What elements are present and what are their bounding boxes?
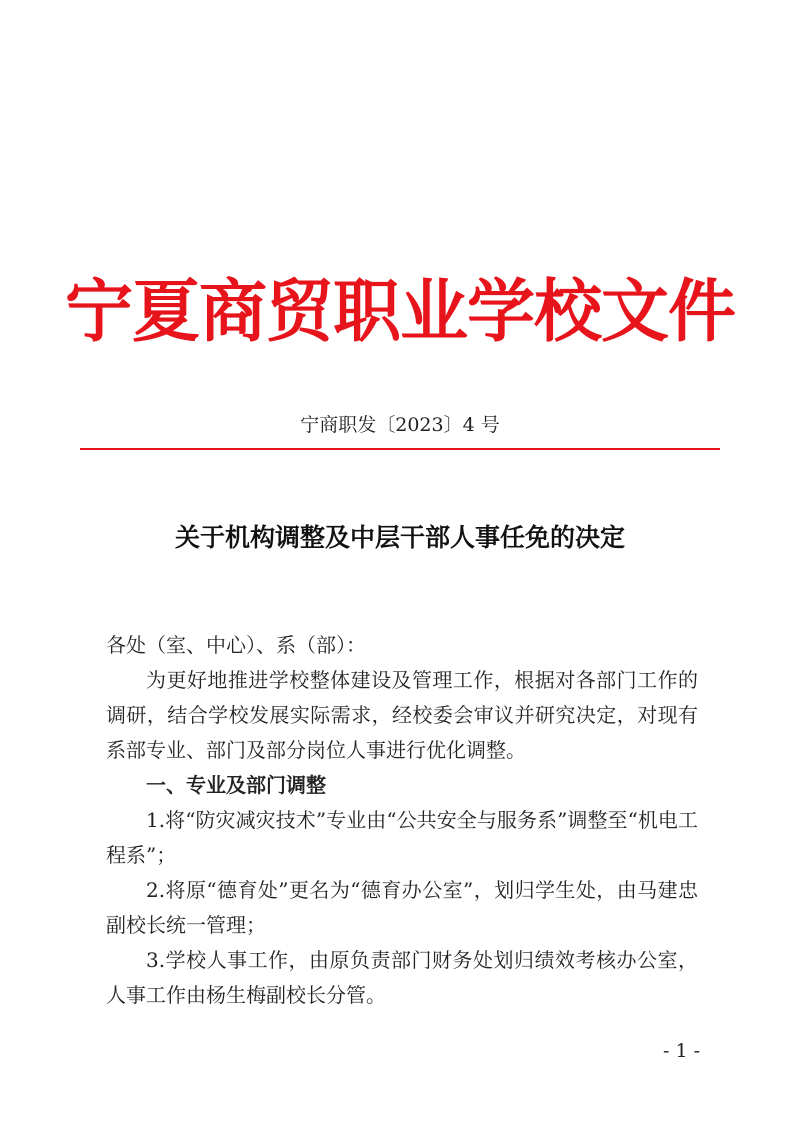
list-item: 2.将原“德育处”更名为“德育办公室”，划归学生处，由马建忠副校长统一管理； [106, 878, 698, 937]
document-body [106, 628, 698, 1013]
page-number: - 1 - [662, 1040, 700, 1062]
header-red-divider [80, 448, 720, 450]
intro-paragraph: 为更好地推进学校整体建设及管理工作，根据对各部门工作的调研，结合学校发展实际需求，经校委会审议并研究决定，对现有系部专业、部门及部分岗位人事进行优化调整。 [106, 668, 698, 762]
document-masthead: 宁夏商贸职业学校文件 [64, 273, 735, 352]
salutation: 各处（室、中心）、系（部）： [106, 633, 366, 657]
list-item: 1.将“防灾减灾技术”专业由“公共安全与服务系”调整至“机电工程系”； [106, 808, 698, 867]
section-heading: 一、专业及部门调整 [146, 773, 326, 797]
list-item: 3.学校人事工作，由原负责部门财务处划归绩效考核办公室，人事工作由杨生梅副校长分管。 [106, 948, 698, 1007]
document-title: 关于机构调整及中层干部人事任免的决定 [174, 523, 625, 552]
document-number: 宁商职发〔2023〕4 号 [300, 414, 500, 436]
